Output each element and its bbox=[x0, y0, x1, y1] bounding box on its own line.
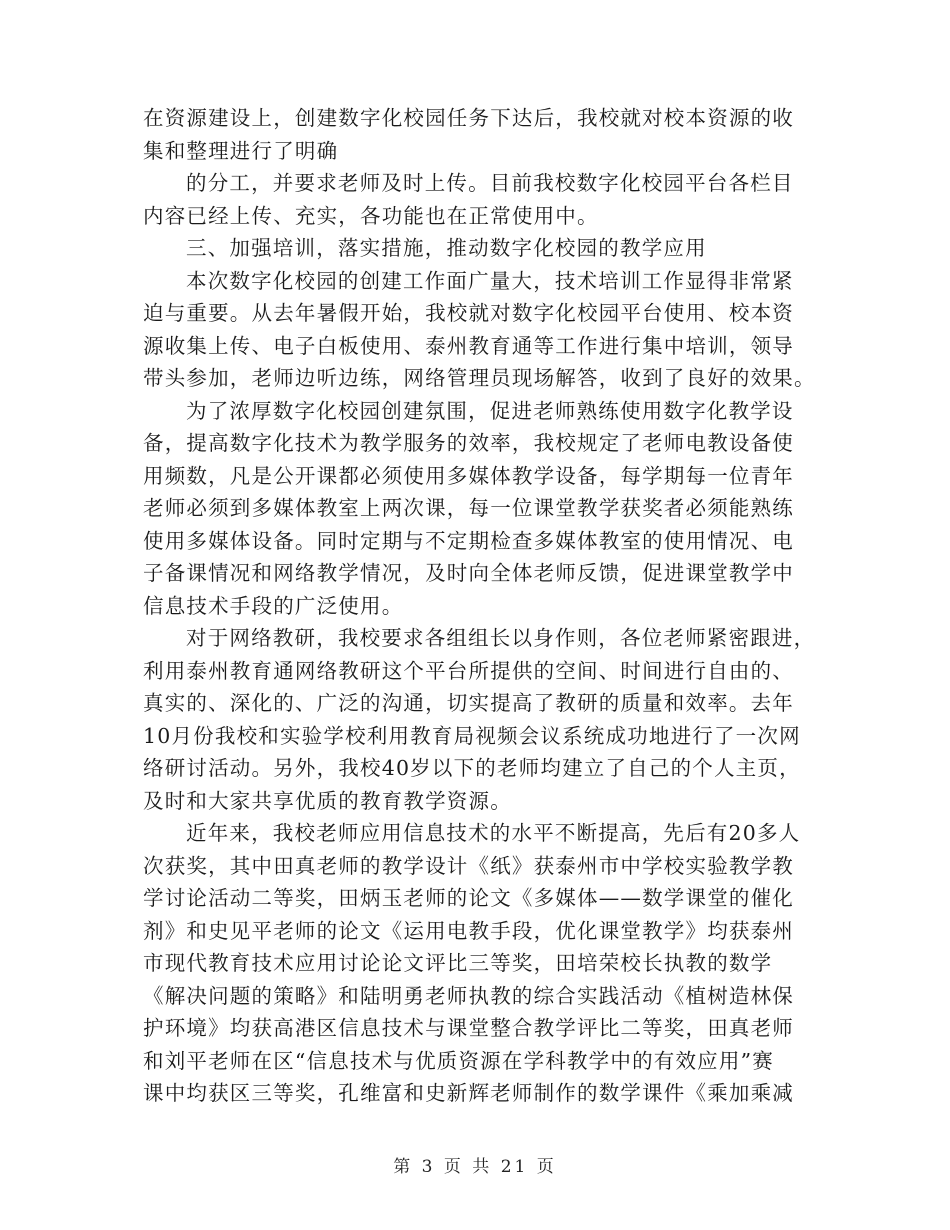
text-line: 老师必须到多媒体教室上两次课，每一位课堂教学获奖者必须能熟练 bbox=[143, 496, 794, 520]
text-line: 三、加强培训，落实措施，推动数字化校园的教学应用 bbox=[186, 236, 707, 260]
text-line: 用频数，凡是公开课都必须使用多媒体教学设备，每学期每一位青年 bbox=[143, 463, 794, 488]
text-line: 市现代教育技术应用讨论论文评比三等奖，田培荣校长执教的数学 bbox=[143, 951, 773, 975]
document-body bbox=[143, 102, 816, 1110]
text-line: 和刘平老师在区“信息技术与优质资源在学科教学中的有效应用”赛 bbox=[143, 1048, 774, 1073]
text-line: 备，提高数字化技术为教学服务的效率，我校规定了老师电教设备使 bbox=[143, 431, 794, 455]
text-line: 带头参加，老师边听边练，网络管理员现场解答，收到了良好的效果。 bbox=[143, 366, 816, 390]
text-line: 次获奖，其中田真老师的教学设计《纸》获泰州市中学校实验教学教 bbox=[143, 853, 794, 878]
text-line: 课中均获区三等奖，孔维富和史新辉老师制作的数学课件《乘加乘减 bbox=[143, 1081, 794, 1105]
text-line: 集和整理进行了明确 bbox=[143, 138, 339, 163]
text-line: 使用多媒体设备。同时定期与不定期检查多媒体教室的使用情况、电 bbox=[143, 528, 794, 553]
page-footer: 第 3 页 共 21 页 bbox=[393, 1157, 557, 1177]
text-line: 的分工，并要求老师及时上传。目前我校数字化校园平台各栏目 bbox=[186, 171, 794, 195]
text-line: 及时和大家共享优质的教育教学资源。 bbox=[143, 788, 512, 813]
text-line: 学讨论活动二等奖，田炳玉老师的论文《多媒体——数学课堂的催化 bbox=[143, 886, 794, 910]
text-line: 迫与重要。从去年暑假开始，我校就对数字化校园平台使用、校本资 bbox=[143, 301, 794, 325]
text-line: 信息技术手段的广泛使用。 bbox=[143, 593, 404, 618]
text-line: 《解决问题的策略》和陆明勇老师执教的综合实践活动《植树造林保 bbox=[143, 983, 794, 1008]
text-line: 10月份我校和实验学校利用教育局视频会议系统成功地进行了一次网 bbox=[143, 723, 801, 748]
text-line: 子备课情况和网络教学情况，及时向全体老师反馈，促进课堂教学中 bbox=[143, 561, 794, 585]
text-line: 剂》和史见平老师的论文《运用电教手段，优化课堂教学》均获泰州 bbox=[143, 918, 794, 943]
text-line: 利用泰州教育通网络教研这个平台所提供的空间、时间进行自由的、 bbox=[143, 658, 794, 683]
text-line: 在资源建设上，创建数字化校园任务下达后，我校就对校本资源的收 bbox=[143, 106, 794, 130]
text-line: 护环境》均获高港区信息技术与课堂整合教学评比二等奖，田真老师 bbox=[143, 1016, 794, 1040]
text-line: 络研讨活动。另外，我校40岁以下的老师均建立了自己的个人主页， bbox=[143, 756, 801, 780]
text-line: 真实的、深化的、广泛的沟通，切实提高了教研的质量和效率。去年 bbox=[143, 691, 794, 715]
text-line: 内容已经上传、充实，各功能也在正常使用中。 bbox=[143, 203, 599, 228]
text-line: 对于网络教研，我校要求各组组长以身作则，各位老师紧密跟进， bbox=[186, 626, 816, 650]
text-line: 为了浓厚数字化校园创建氛围，促进老师熟练使用数字化教学设 bbox=[186, 398, 794, 423]
text-line: 源收集上传、电子白板使用、泰州教育通等工作进行集中培训，领导 bbox=[143, 333, 794, 358]
text-line: 本次数字化校园的创建工作面广量大，技术培训工作显得非常紧 bbox=[186, 268, 794, 293]
text-line: 近年来，我校老师应用信息技术的水平不断提高，先后有20多人 bbox=[186, 821, 801, 845]
